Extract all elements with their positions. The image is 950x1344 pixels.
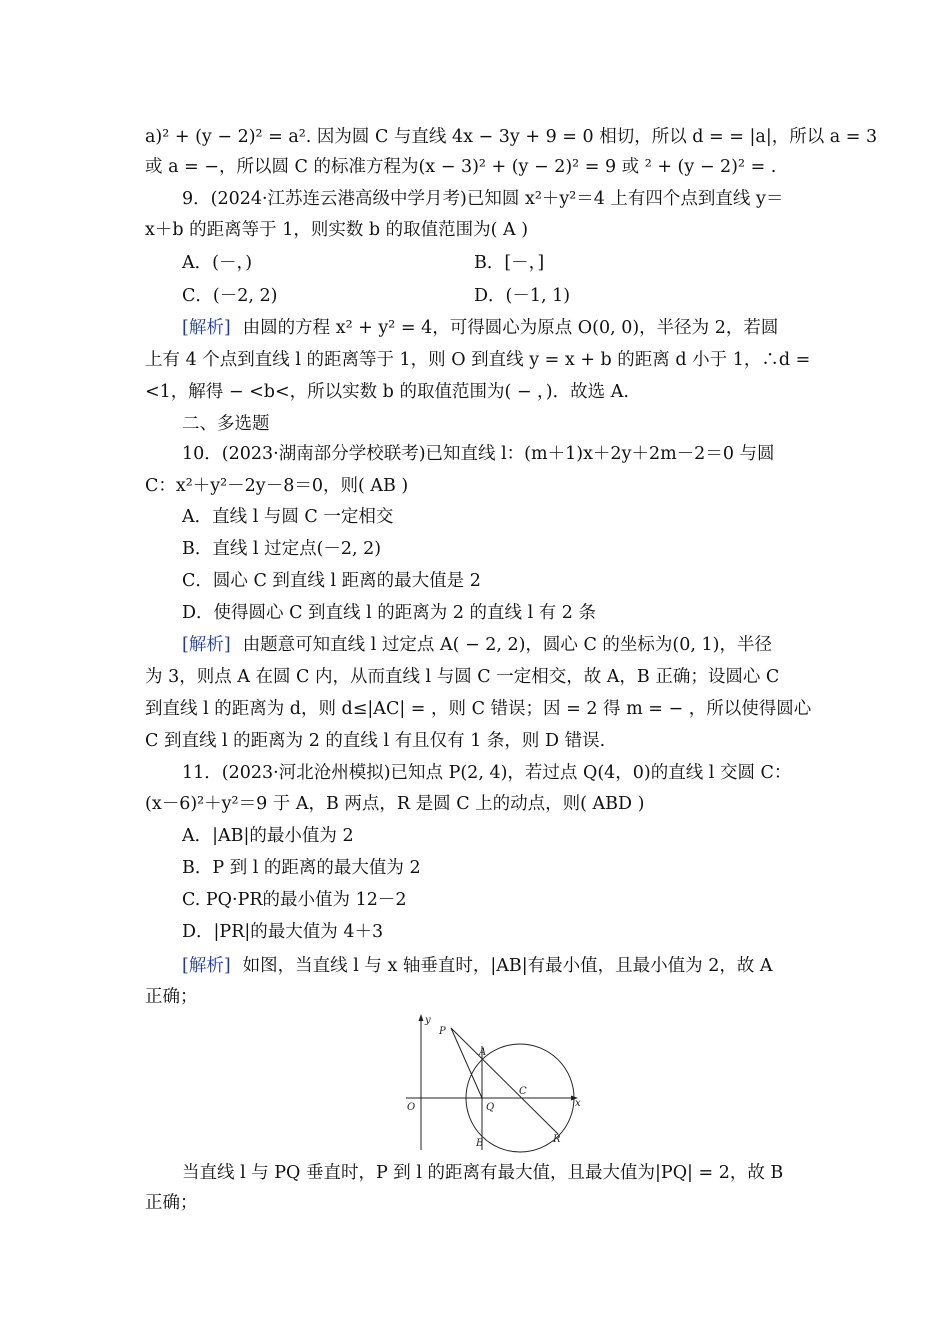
section-heading: 二、多选题 <box>182 414 270 434</box>
option-c: C. PQ·PR的最小值为 12－2 <box>182 890 407 910</box>
option-a: A．(－，) <box>182 253 253 273</box>
point-a-label: A <box>479 1047 487 1058</box>
solution-text: 如图，当直线 l 与 x 轴垂直时，|AB|有最小值，且最小值为 2，故 A <box>242 956 773 976</box>
y-axis-arrow <box>419 1014 424 1021</box>
geometry-figure <box>396 1010 590 1153</box>
text-line: x＋b 的距离等于 1，则实数 b 的取值范围为( A ) <box>145 220 529 240</box>
solution-line <box>182 954 810 978</box>
point-q-label: Q <box>486 1102 495 1113</box>
text-line: 到直线 l 的距离为 d，则 d≤|AC| = ，则 C 错误；因 = 2 得 m = − ，所以使得圆心 <box>145 699 812 719</box>
option-c: C．圆心 C 到直线 l 距离的最大值是 2 <box>182 571 481 591</box>
solution-line <box>182 316 810 340</box>
option-b: B．[－，] <box>474 253 545 273</box>
segment-pr <box>451 1028 558 1134</box>
point-p-label: P <box>439 1026 446 1037</box>
question-10-stem: 10．(2023·湖南部分学校联考)已知直线 l：(m＋1)x＋2y＋2m－2＝0 与圆 <box>182 444 775 464</box>
y-label: y <box>425 1015 431 1026</box>
point-r-label: R <box>553 1134 561 1145</box>
option-d: D．使得圆心 C 到直线 l 的距离为 2 的直线 l 有 2 条 <box>182 603 597 623</box>
solution-text: 由圆的方程 x² + y² = 4，可得圆心为原点 O(0, 0)，半径为 2，若圆 <box>242 318 779 338</box>
text-line: <1，解得 − <b<，所以实数 b 的取值范围为( − ，)．故选 A. <box>145 382 629 402</box>
option-d: D．(－1, 1) <box>474 286 571 306</box>
question-11-stem: 11．(2023·河北沧州模拟)已知点 P(2, 4)，若过点 Q(4，0)的直线 l 交圆 C： <box>182 763 792 783</box>
text-line: 上有 4 个点到直线 l 的距离等于 1，则 O 到直线 y = x + b 的距离 d 小于 1，∴d = <box>145 350 811 370</box>
solution-tag: [解析] <box>182 318 231 338</box>
solution-tag: [解析] <box>182 635 231 655</box>
origin-label: O <box>407 1102 416 1113</box>
solution-line <box>182 633 810 657</box>
question-9-stem: 9．(2024·江苏连云港高级中学月考)已知圆 x²＋y²＝4 上有四个点到直线 y＝ <box>182 189 784 209</box>
option-b: B．直线 l 过定点(－2, 2) <box>182 539 382 559</box>
text-line: 正确； <box>145 1193 198 1213</box>
point-b-label: B <box>476 1138 484 1149</box>
text-line: 或 a = −，所以圆 C 的标准方程为(x − 3)² + (y − 2)² = 9 或 ² + (y − 2)² = . <box>145 157 777 177</box>
point-c-label: C <box>519 1086 527 1097</box>
text-line: (x－6)²＋y²＝9 于 A，B 两点，R 是圆 C 上的动点，则( ABD ) <box>145 794 645 814</box>
text-line: 正确； <box>145 987 198 1007</box>
x-label: x <box>575 1098 581 1109</box>
option-b: B．P 到 l 的距离的最大值为 2 <box>182 858 421 878</box>
solution-tag: [解析] <box>182 956 231 976</box>
solution-text: 由题意可知直线 l 过定点 A( − 2, 2)，圆心 C 的坐标为(0, 1)，半径 <box>242 635 772 655</box>
option-d: D．|PR|的最大值为 4＋3 <box>182 922 384 942</box>
text-line: C：x²＋y²－2y－8＝0，则( AB ) <box>145 476 409 496</box>
option-a: A．直线 l 与圆 C 一定相交 <box>182 507 394 527</box>
text-line: a)² + (y − 2)² = a². 因为圆 C 与直线 4x − 3y + 9 = 0 相切，所以 d = = |a|，所以 a = 3 <box>145 127 878 147</box>
text-line: 为 3，则点 A 在圆 C 内，从而直线 l 与圆 C 一定相交，故 A，B 正确；设圆心 C <box>145 667 780 687</box>
segment-pq <box>451 1028 482 1098</box>
text-line: 当直线 l 与 PQ 垂直时，P 到 l 的距离有最大值，且最大值为|PQ| = 2，故 B <box>182 1163 784 1183</box>
text-line: C 到直线 l 的距离为 2 的直线 l 有且仅有 1 条，则 D 错误. <box>145 731 606 751</box>
option-c: C．(－2, 2) <box>182 286 278 306</box>
option-a: A．|AB|的最小值为 2 <box>182 826 354 846</box>
